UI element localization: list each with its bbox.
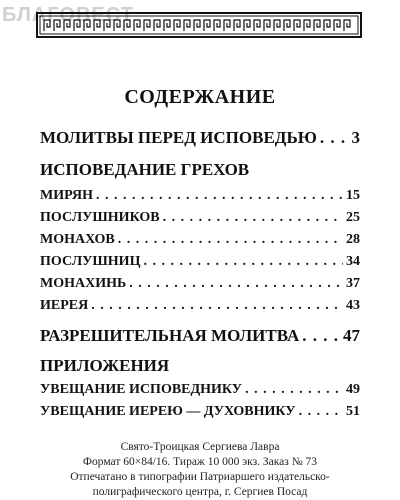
toc-entry-label: МИРЯН bbox=[40, 188, 93, 203]
imprint-line: Свято-Троицкая Сергиева Лавра bbox=[120, 441, 280, 453]
toc-entry-page: 43 bbox=[346, 298, 360, 313]
toc-entry-label: ИЕРЕЯ bbox=[40, 298, 89, 313]
leader-dots bbox=[245, 382, 343, 398]
toc-entry-page: 3 bbox=[351, 128, 360, 147]
leader-dots bbox=[91, 298, 343, 314]
section-heading: ПРИЛОЖЕНИЯ bbox=[40, 356, 170, 375]
toc-entry[interactable] bbox=[40, 210, 360, 226]
toc-entry-label: МОНАХИНЬ bbox=[40, 276, 127, 291]
toc-entry[interactable] bbox=[40, 128, 360, 148]
toc-entry-label: МОЛИТВЫ ПЕРЕД ИСПОВЕДЬЮ bbox=[40, 128, 317, 147]
section-heading: ИСПОВЕДАНИЕ ГРЕХОВ bbox=[40, 160, 250, 179]
leader-dots bbox=[143, 254, 343, 270]
toc-entry-page: 37 bbox=[346, 276, 360, 291]
toc-entry-label: РАЗРЕШИТЕЛЬНАЯ МОЛИТВА bbox=[40, 326, 300, 345]
toc-entry-label: МОНАХОВ bbox=[40, 232, 115, 247]
toc-entry[interactable] bbox=[40, 232, 360, 248]
leader-dots bbox=[299, 404, 343, 420]
imprint-block bbox=[0, 440, 400, 500]
ornament-frame bbox=[36, 12, 362, 38]
leader-dots bbox=[96, 188, 343, 204]
watermark: БЛАГОВЕСТ bbox=[2, 4, 134, 26]
toc-entry-page: 49 bbox=[346, 382, 360, 397]
toc-entry-page: 15 bbox=[346, 188, 360, 203]
toc-entry-page: 25 bbox=[346, 210, 360, 225]
imprint-line: Формат 60×84/16. Тираж 10 000 экз. Заказ № 73 bbox=[82, 456, 318, 468]
leader-dots bbox=[163, 210, 343, 226]
toc-entry[interactable] bbox=[40, 254, 360, 270]
leader-dots bbox=[118, 232, 343, 248]
toc-entry-page: 51 bbox=[346, 404, 360, 419]
leader-dots bbox=[302, 326, 340, 346]
toc-entry-page: 28 bbox=[346, 232, 360, 247]
toc-entry[interactable] bbox=[40, 276, 360, 292]
leader-dots bbox=[320, 128, 349, 148]
toc-entry[interactable] bbox=[40, 326, 360, 346]
toc-entry[interactable] bbox=[40, 188, 360, 204]
leader-dots bbox=[129, 276, 343, 292]
toc-entry-label: ПОСЛУШНИЦ bbox=[40, 254, 141, 269]
toc-entry[interactable] bbox=[40, 382, 360, 398]
imprint-line: полиграфического центра, г. Сергиев Посад bbox=[92, 486, 308, 498]
toc-entry-page: 47 bbox=[343, 326, 360, 345]
toc-entry-page: 34 bbox=[346, 254, 360, 269]
toc-entry[interactable] bbox=[40, 298, 360, 314]
page-title: СОДЕРЖАНИЕ bbox=[124, 86, 276, 108]
toc-entry-label: ПОСЛУШНИКОВ bbox=[40, 210, 160, 225]
toc-entry[interactable] bbox=[40, 404, 360, 420]
imprint-line: Отпечатано в типографии Патриаршего издательско- bbox=[70, 471, 330, 483]
toc-entry-label: УВЕЩАНИЕ ИСПОВЕДНИКУ bbox=[40, 382, 243, 397]
toc-entry-label: УВЕЩАНИЕ ИЕРЕЮ — ДУХОВНИКУ bbox=[40, 404, 296, 419]
